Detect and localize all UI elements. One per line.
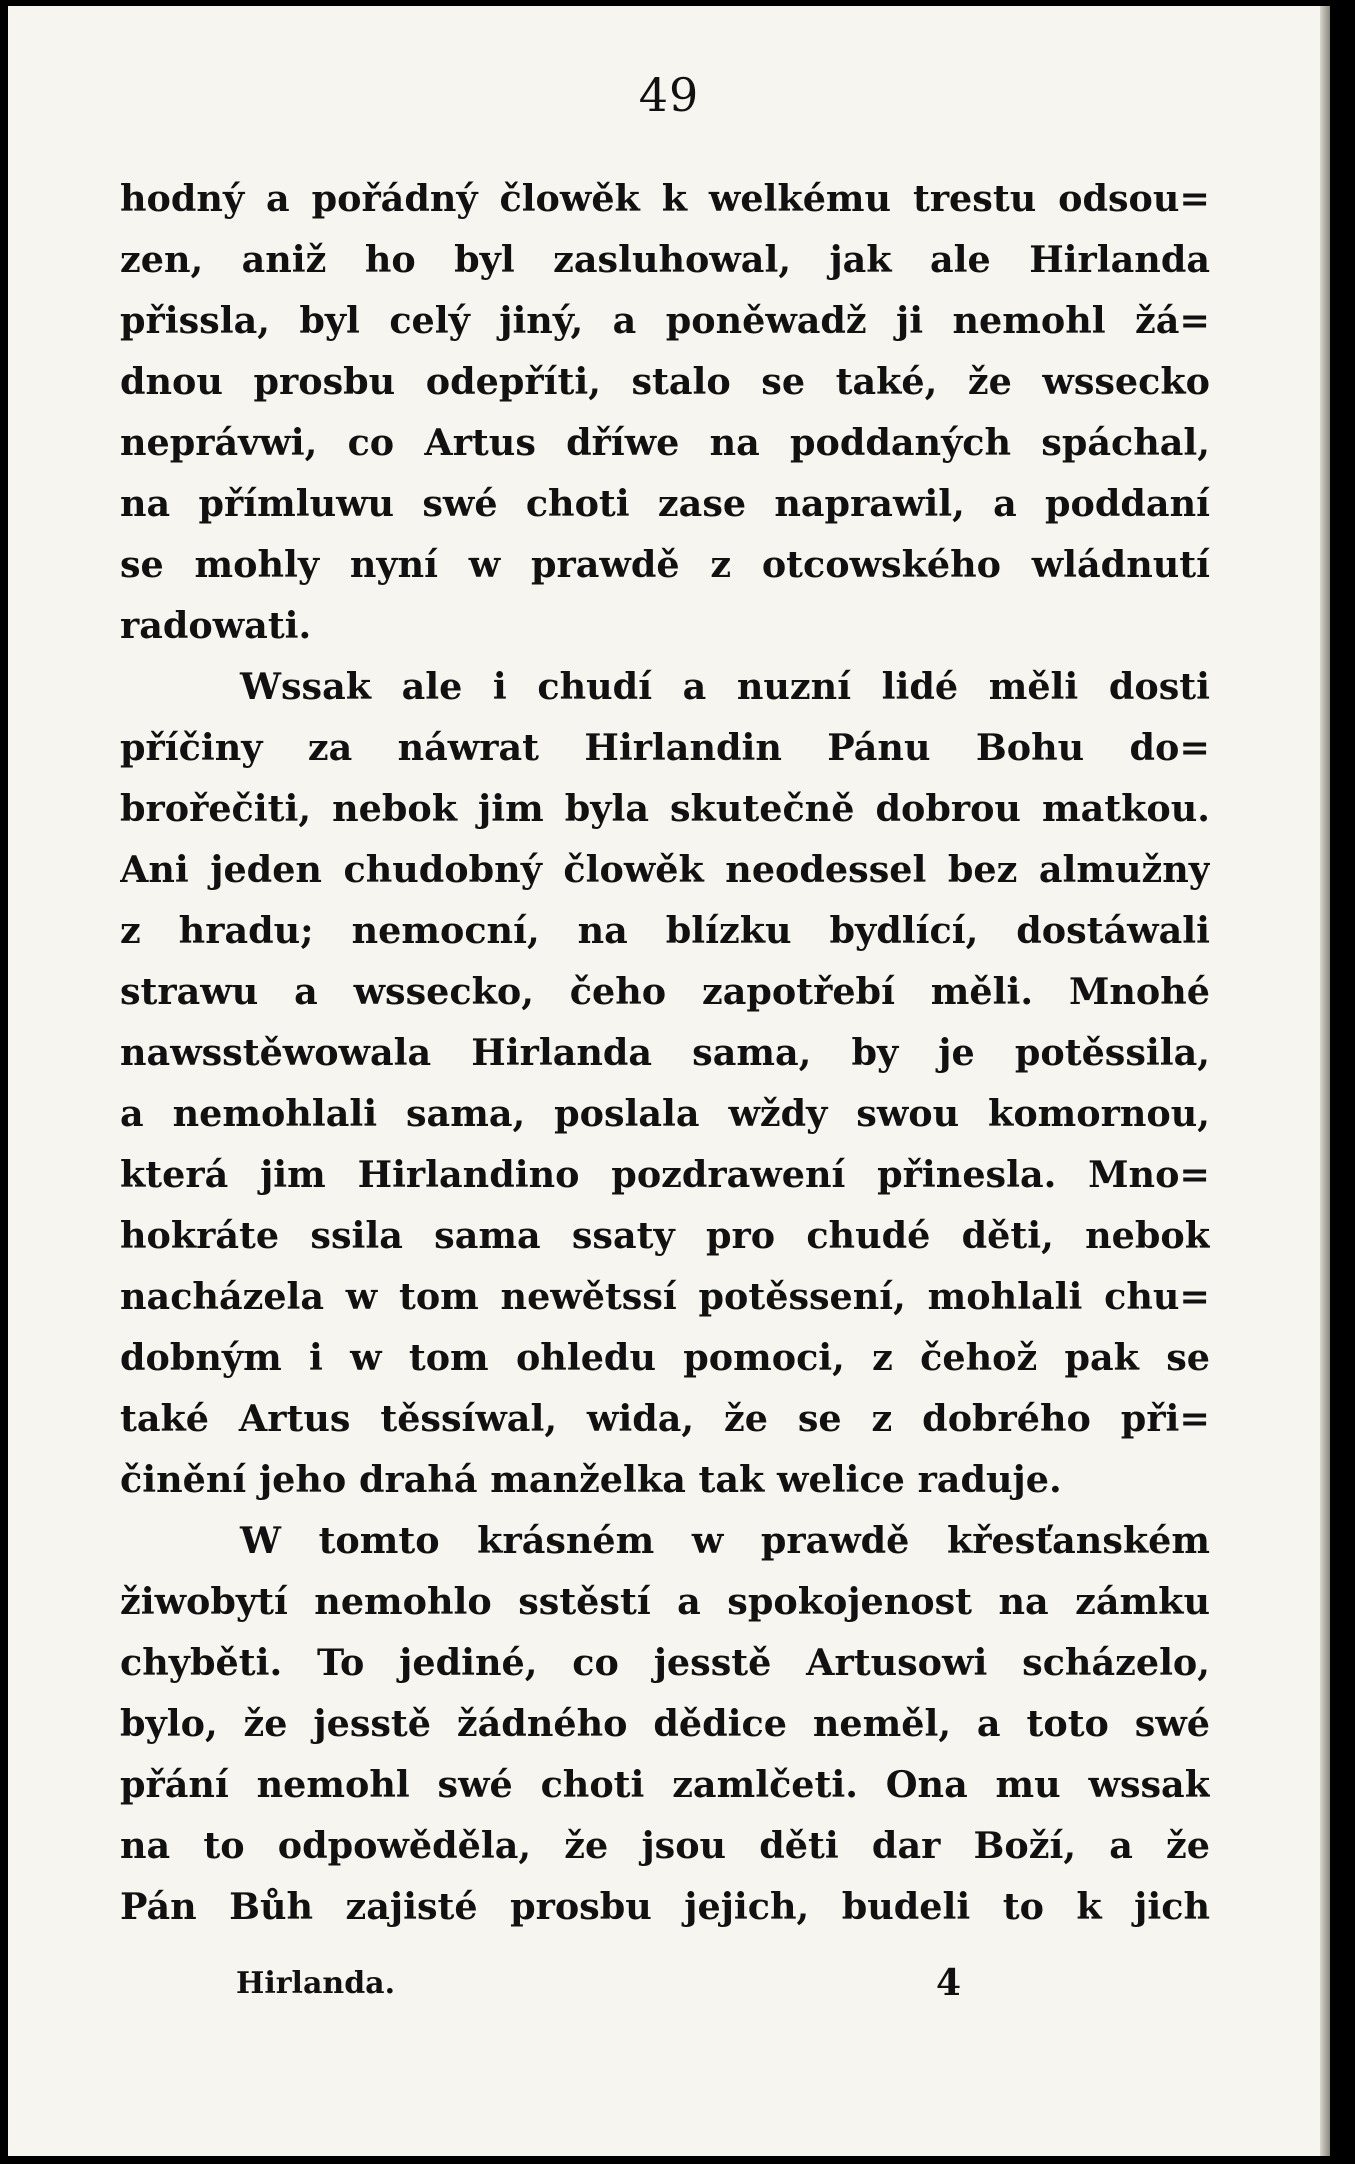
text-line: na to odpowěděla, že jsou děti dar Boží, a že [120, 1824, 1210, 1867]
text-line: hodný a pořádný člowěk k welkému trestu odsou= [120, 177, 1210, 220]
text-line: se mohly nyní w prawdě z otcowského wládnutí [120, 543, 1210, 586]
text-line: zen, aniž ho byl zasluhowal, jak ale Hirlanda [120, 238, 1210, 281]
text-line: dnou prosbu odepříti, stalo se také, že wssecko [120, 360, 1210, 403]
text-line: a nemohlali sama, poslala wždy swou komornou, [120, 1092, 1210, 1135]
text-line: příčiny za náwrat Hirlandin Pánu Bohu do= [120, 726, 1210, 769]
page-edge [1320, 6, 1330, 2156]
sheet-number: 4 [936, 1962, 962, 2004]
text-line: která jim Hirlandino pozdrawení přinesla. Mno= [120, 1153, 1210, 1196]
text-line: radowati. [120, 604, 312, 647]
text-line: W tomto krásném w prawdě křesťanském [240, 1519, 1210, 1562]
page-footer [8, 1962, 1330, 2026]
text-line: chyběti. To jediné, co jesstě Artusowi scházelo, [120, 1641, 1210, 1684]
signature-mark: Hirlanda. [236, 1966, 396, 2001]
text-line: Ani jeden chudobný člowěk neodessel bez almužny [120, 848, 1210, 891]
book-page [8, 6, 1330, 2156]
text-line: žiwobytí nemohlo sstěstí a spokojenost na zámku [120, 1580, 1210, 1623]
page-number: 49 [638, 68, 700, 122]
text-line: brořečiti, nebok jim byla skutečně dobrou matkou. [120, 787, 1210, 830]
text-line: strawu a wssecko, čeho zapotřebí měli. Mnohé [120, 970, 1210, 1013]
text-line: dobným i w tom ohledu pomoci, z čehož pak se [120, 1336, 1210, 1379]
text-line: také Artus těssíwal, wida, že se z dobrého při= [120, 1397, 1210, 1440]
text-line: nawsstěwowala Hirlanda sama, by je potěssila, [120, 1031, 1210, 1074]
text-line: přání nemohl swé choti zamlčeti. Ona mu wssak [120, 1763, 1210, 1806]
text-line: Wssak ale i chudí a nuzní lidé měli dosti [240, 665, 1210, 708]
text-line: neprávwi, co Artus dříwe na poddaných spáchal, [120, 421, 1210, 464]
text-line: z hradu; nemocní, na blízku bydlící, dostáwali [120, 909, 1210, 952]
text-line: bylo, že jesstě žádného dědice neměl, a toto swé [120, 1702, 1210, 1745]
text-line: hokráte ssila sama ssaty pro chudé děti, nebok [120, 1214, 1210, 1257]
text-line: činění jeho drahá manželka tak welice raduje. [120, 1458, 1062, 1501]
text-line: na přímluwu swé choti zase naprawil, a poddaní [120, 482, 1210, 525]
body-text [120, 168, 1210, 1937]
text-line: nacházela w tom newětssí potěssení, mohlali chu= [120, 1275, 1210, 1318]
text-line: Pán Bůh zajisté prosbu jejich, budeli to k jich [120, 1885, 1210, 1928]
text-line: přissla, byl celý jiný, a poněwadž ji nemohl žá= [120, 299, 1210, 342]
